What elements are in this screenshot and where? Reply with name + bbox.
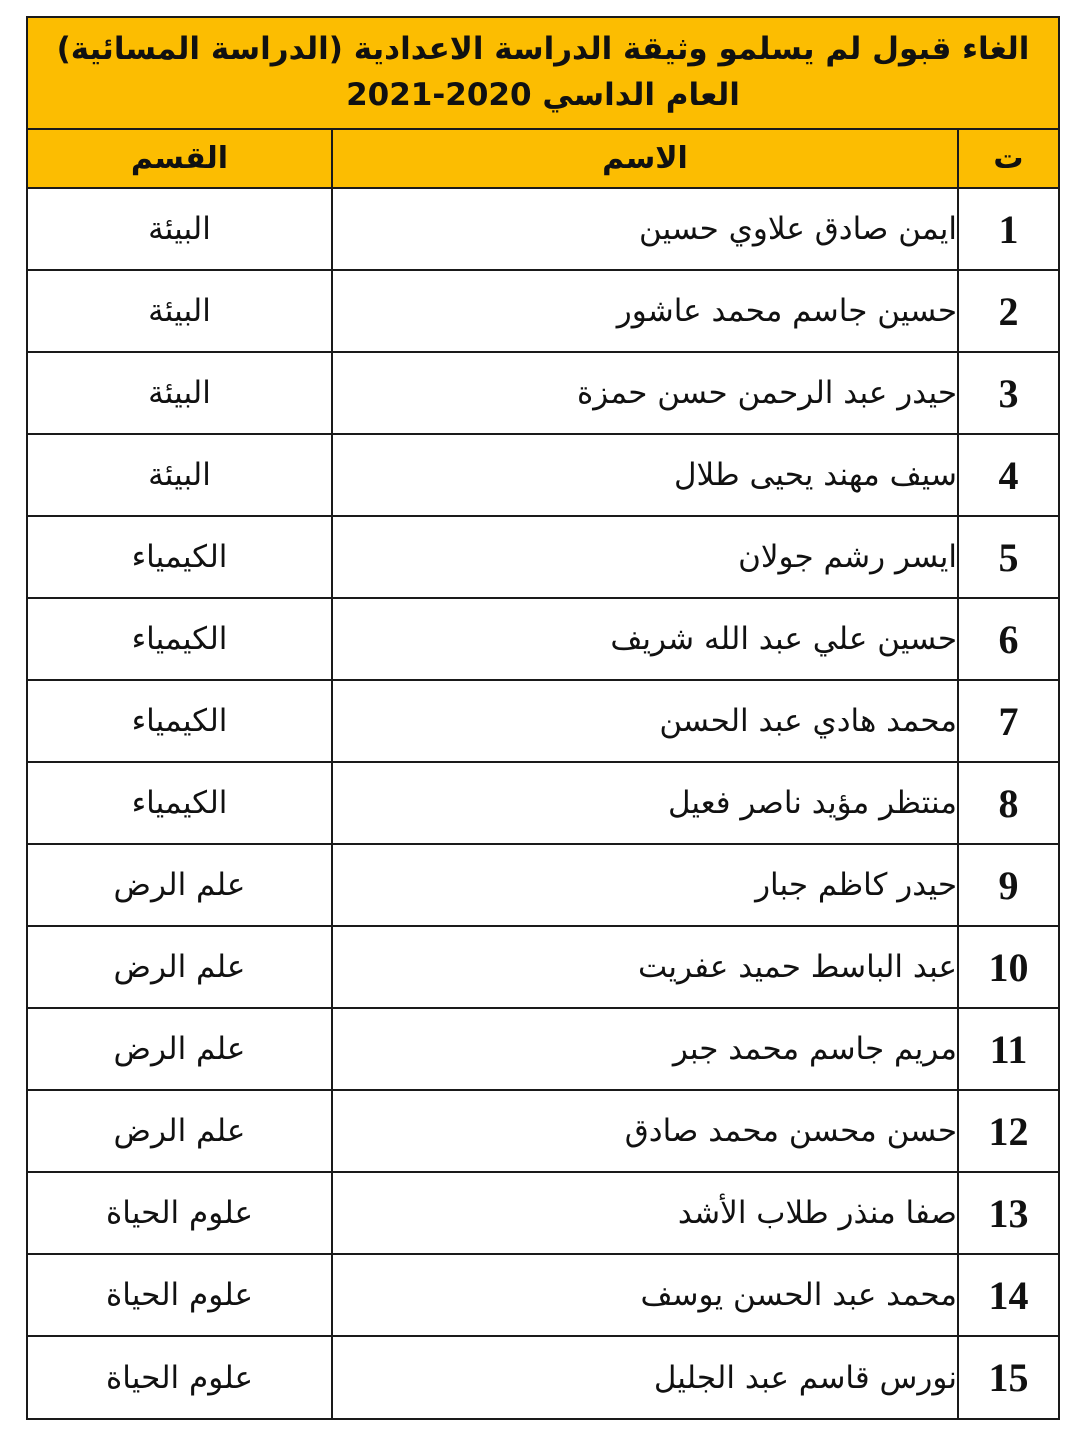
row-number: 8 [958,762,1058,844]
department-name: الكيمياء [28,598,332,680]
department-name: علم الرض [28,1090,332,1172]
row-number: 4 [958,434,1058,516]
student-name: ايسر رشم جولان [332,516,958,598]
row-number: 10 [958,926,1058,1008]
table-row [28,844,1058,926]
table-row [28,1254,1058,1336]
student-name: نورس قاسم عبد الجليل [332,1336,958,1418]
column-header-department: القسم [28,130,332,188]
row-number: 14 [958,1254,1058,1336]
table-row [28,1008,1058,1090]
department-name: البيئة [28,188,332,270]
row-number: 7 [958,680,1058,762]
department-name: البيئة [28,352,332,434]
table-row [28,516,1058,598]
student-name: حيدر كاظم جبار [332,844,958,926]
page-title: الغاء قبول لم يسلمو وثيقة الدراسة الاعدادية (الدراسة المسائية) [56,31,1030,67]
department-name: علم الرض [28,926,332,1008]
academic-year: العام الداسي 2020-2021 [346,77,740,113]
department-name: علم الرض [28,1008,332,1090]
table-row [28,1336,1058,1418]
student-name: ايمن صادق علاوي حسين [332,188,958,270]
department-name: البيئة [28,270,332,352]
table-row [28,1090,1058,1172]
department-name: الكيمياء [28,516,332,598]
student-name: عبد الباسط حميد عفريت [332,926,958,1008]
student-name: صفا منذر طلاب الأشد [332,1172,958,1254]
column-header-name: الاسم [332,130,958,188]
row-number: 5 [958,516,1058,598]
title-block [28,18,1058,130]
table-row [28,270,1058,352]
department-name: علوم الحياة [28,1172,332,1254]
department-name: علوم الحياة [28,1336,332,1418]
student-table [28,130,1058,1418]
student-name: حيدر عبد الرحمن حسن حمزة [332,352,958,434]
table-row [28,434,1058,516]
table-header-row [28,130,1058,188]
department-name: علم الرض [28,844,332,926]
row-number: 2 [958,270,1058,352]
student-name: محمد هادي عبد الحسن [332,680,958,762]
department-name: البيئة [28,434,332,516]
student-list-sheet [26,16,1060,1420]
student-name: مريم جاسم محمد جبر [332,1008,958,1090]
row-number: 3 [958,352,1058,434]
table-row [28,188,1058,270]
table-row [28,1172,1058,1254]
table-body [28,188,1058,1418]
student-name: منتظر مؤيد ناصر فعيل [332,762,958,844]
row-number: 1 [958,188,1058,270]
department-name: الكيمياء [28,680,332,762]
student-name: حسين علي عبد الله شريف [332,598,958,680]
row-number: 11 [958,1008,1058,1090]
table-row [28,926,1058,1008]
table-row [28,598,1058,680]
student-name: سيف مهند يحيى طلال [332,434,958,516]
row-number: 12 [958,1090,1058,1172]
department-name: الكيمياء [28,762,332,844]
column-header-number: ت [958,130,1058,188]
table-row [28,762,1058,844]
row-number: 15 [958,1336,1058,1418]
row-number: 6 [958,598,1058,680]
student-name: حسين جاسم محمد عاشور [332,270,958,352]
row-number: 9 [958,844,1058,926]
student-name: محمد عبد الحسن يوسف [332,1254,958,1336]
department-name: علوم الحياة [28,1254,332,1336]
row-number: 13 [958,1172,1058,1254]
student-name: حسن محسن محمد صادق [332,1090,958,1172]
table-row [28,680,1058,762]
table-row [28,352,1058,434]
